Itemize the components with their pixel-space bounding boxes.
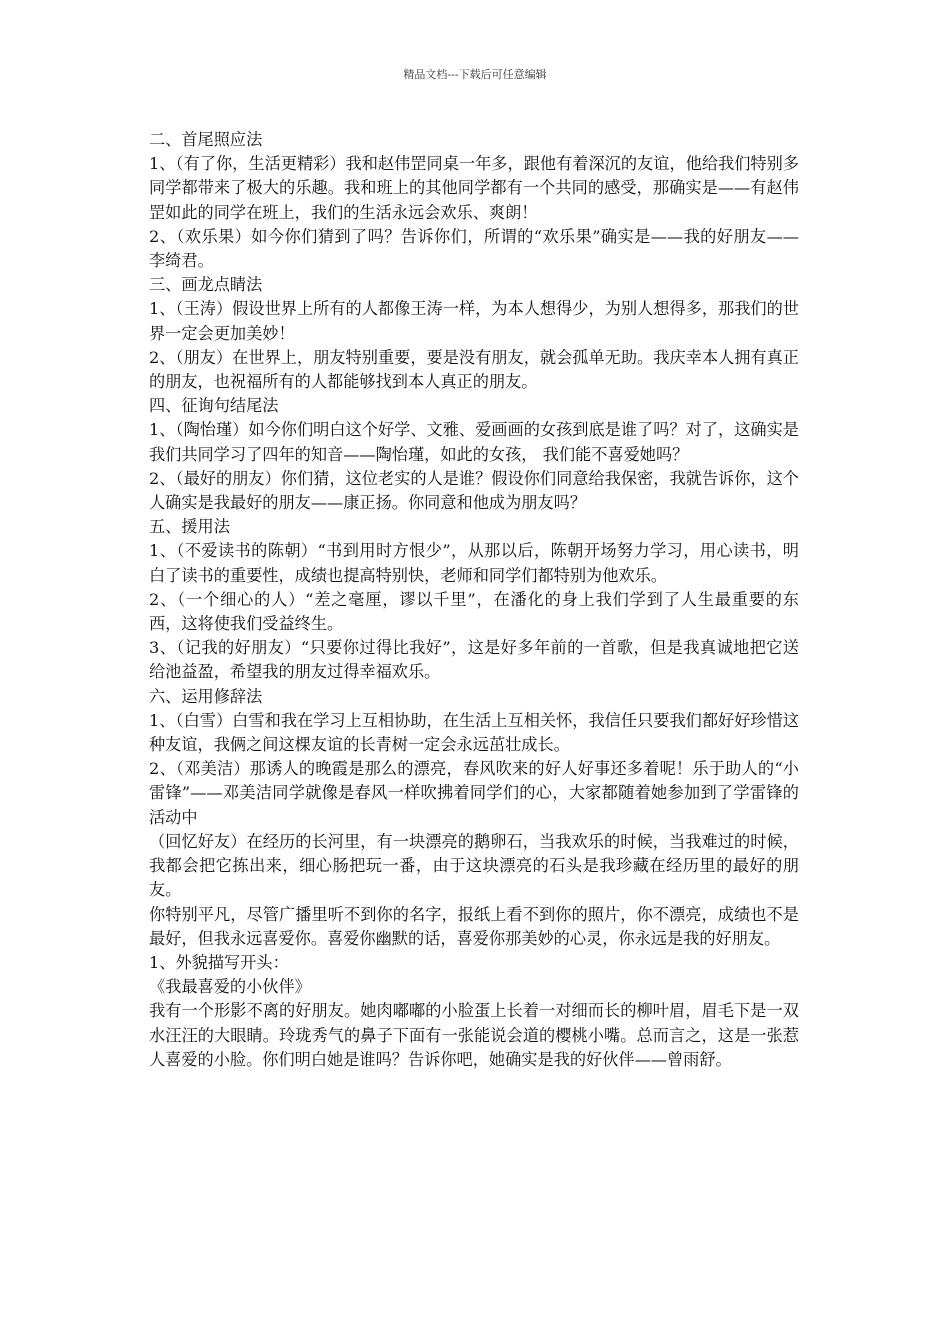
- paragraph: 2、（最好的朋友）你们猜，这位老实的人是谁？假设你们同意给我保密，我就告诉你，这个人确实是我最好的朋友——康正扬。你同意和他成为朋友吗？: [149, 468, 799, 513]
- paragraph: 2、（欢乐果）如今你们猜到了吗？告诉你们，所谓的“欢乐果”确实是——我的好朋友——李绮君。: [149, 226, 799, 271]
- paragraph: 3、（记我的好朋友）“只要你过得比我好”，这是好多年前的一首歌，但是我真诚地把它送给池益盈，希望我的朋友过得幸福欢乐。: [149, 638, 799, 682]
- paragraph: 1、（王涛）假设世界上所有的人都像王涛一样，为本人想得少，为别人想得多，那我们的世界一定会更加美妙！: [149, 299, 799, 343]
- paragraph: 我有一个形影不离的好朋友。她肉嘟嘟的小脸蛋上长着一对细而长的柳叶眉，眉毛下是一双水汪汪的大眼睛。玲珑秀气的鼻子下面有一张能说会道的樱桃小嘴。总而言之，这是一张惹人喜爱的小脸。你们明白她是谁吗？告诉你吧，她确实是我的好伙伴——曾雨舒。: [149, 1001, 799, 1069]
- section-heading: 二、首尾照应法: [149, 130, 263, 149]
- paragraph: 1、（陶怡瑾）如今你们明白这个好学、文雅、爱画画的女孩到底是谁了吗？对了，这确实是我们共同学习了四年的知音——陶怡瑾，如此的女孩， 我们能不喜爱她吗？: [149, 420, 799, 464]
- paragraph: 2、（邓美洁）那诱人的晚霞是那么的漂亮，春风吹来的好人好事还多着呢！乐于助人的“小雷锋”——邓美洁同学就像是春风一样吹拂着同学们的心，大家都随着她参加到了学雷锋的活动中: [149, 759, 799, 827]
- section-heading: 六、运用修辞法: [149, 686, 263, 706]
- paragraph: 1、（有了你，生活更精彩）我和赵伟罡同桌一年多，跟他有着深沉的友谊，他给我们特别多同学都带来了极大的乐趣。我和班上的其他同学都有一个共同的感受，那确实是——有赵伟罡如此的同学在班上，我们的生活永远会欢乐、爽朗！: [149, 154, 799, 222]
- section-heading: 四、征询句结尾法: [149, 396, 279, 416]
- essay-title: 《我最喜爱的小伙伴》: [149, 977, 311, 997]
- paragraph: （回忆好友）在经历的长河里，有一块漂亮的鹅卵石，当我欢乐的时候，当我难过的时候，我都会把它拣出来，细心肠把玩一番，由于这块漂亮的石头是我珍藏在经历里的最好的朋友。: [149, 831, 799, 900]
- section-heading: 1、外貌描写开头：: [149, 952, 289, 972]
- paragraph: 1、（不爱读书的陈朝）“书到用时方恨少”，从那以后，陈朝开场努力学习，用心读书，明白了读书的重要性，成绩也提高特别快，老师和同学们都特别为他欢乐。: [149, 541, 799, 585]
- page-header: 精品文档---下载后可任意编辑: [403, 68, 547, 81]
- document-body: [149, 128, 799, 1072]
- paragraph: 2、（朋友）在世界上，朋友特别重要，要是没有朋友，就会孤单无助。我庆幸本人拥有真正的朋友，也祝福所有的人都能够找到本人真正的朋友。: [149, 347, 799, 392]
- section-heading: 三、画龙点睛法: [149, 275, 263, 295]
- paragraph: 2、（一个细心的人）“差之毫厘，谬以千里”，在潘化的身上我们学到了人生最重要的东西，这将使我们受益终生。: [149, 589, 799, 634]
- paragraph: 你特别平凡，尽管广播里听不到你的名字，报纸上看不到你的照片，你不漂亮，成绩也不是最好，但我永远喜爱你。喜爱你幽默的话，喜爱你那美妙的心灵，你永远是我的好朋友。: [149, 904, 799, 948]
- section-heading: 五、援用法: [149, 517, 230, 537]
- paragraph: 1、（白雪）白雪和我在学习上互相协助，在生活上互相关怀，我信任只要我们都好好珍惜这种友谊，我俩之间这棵友谊的长青树一定会永远茁壮成长。: [149, 710, 799, 755]
